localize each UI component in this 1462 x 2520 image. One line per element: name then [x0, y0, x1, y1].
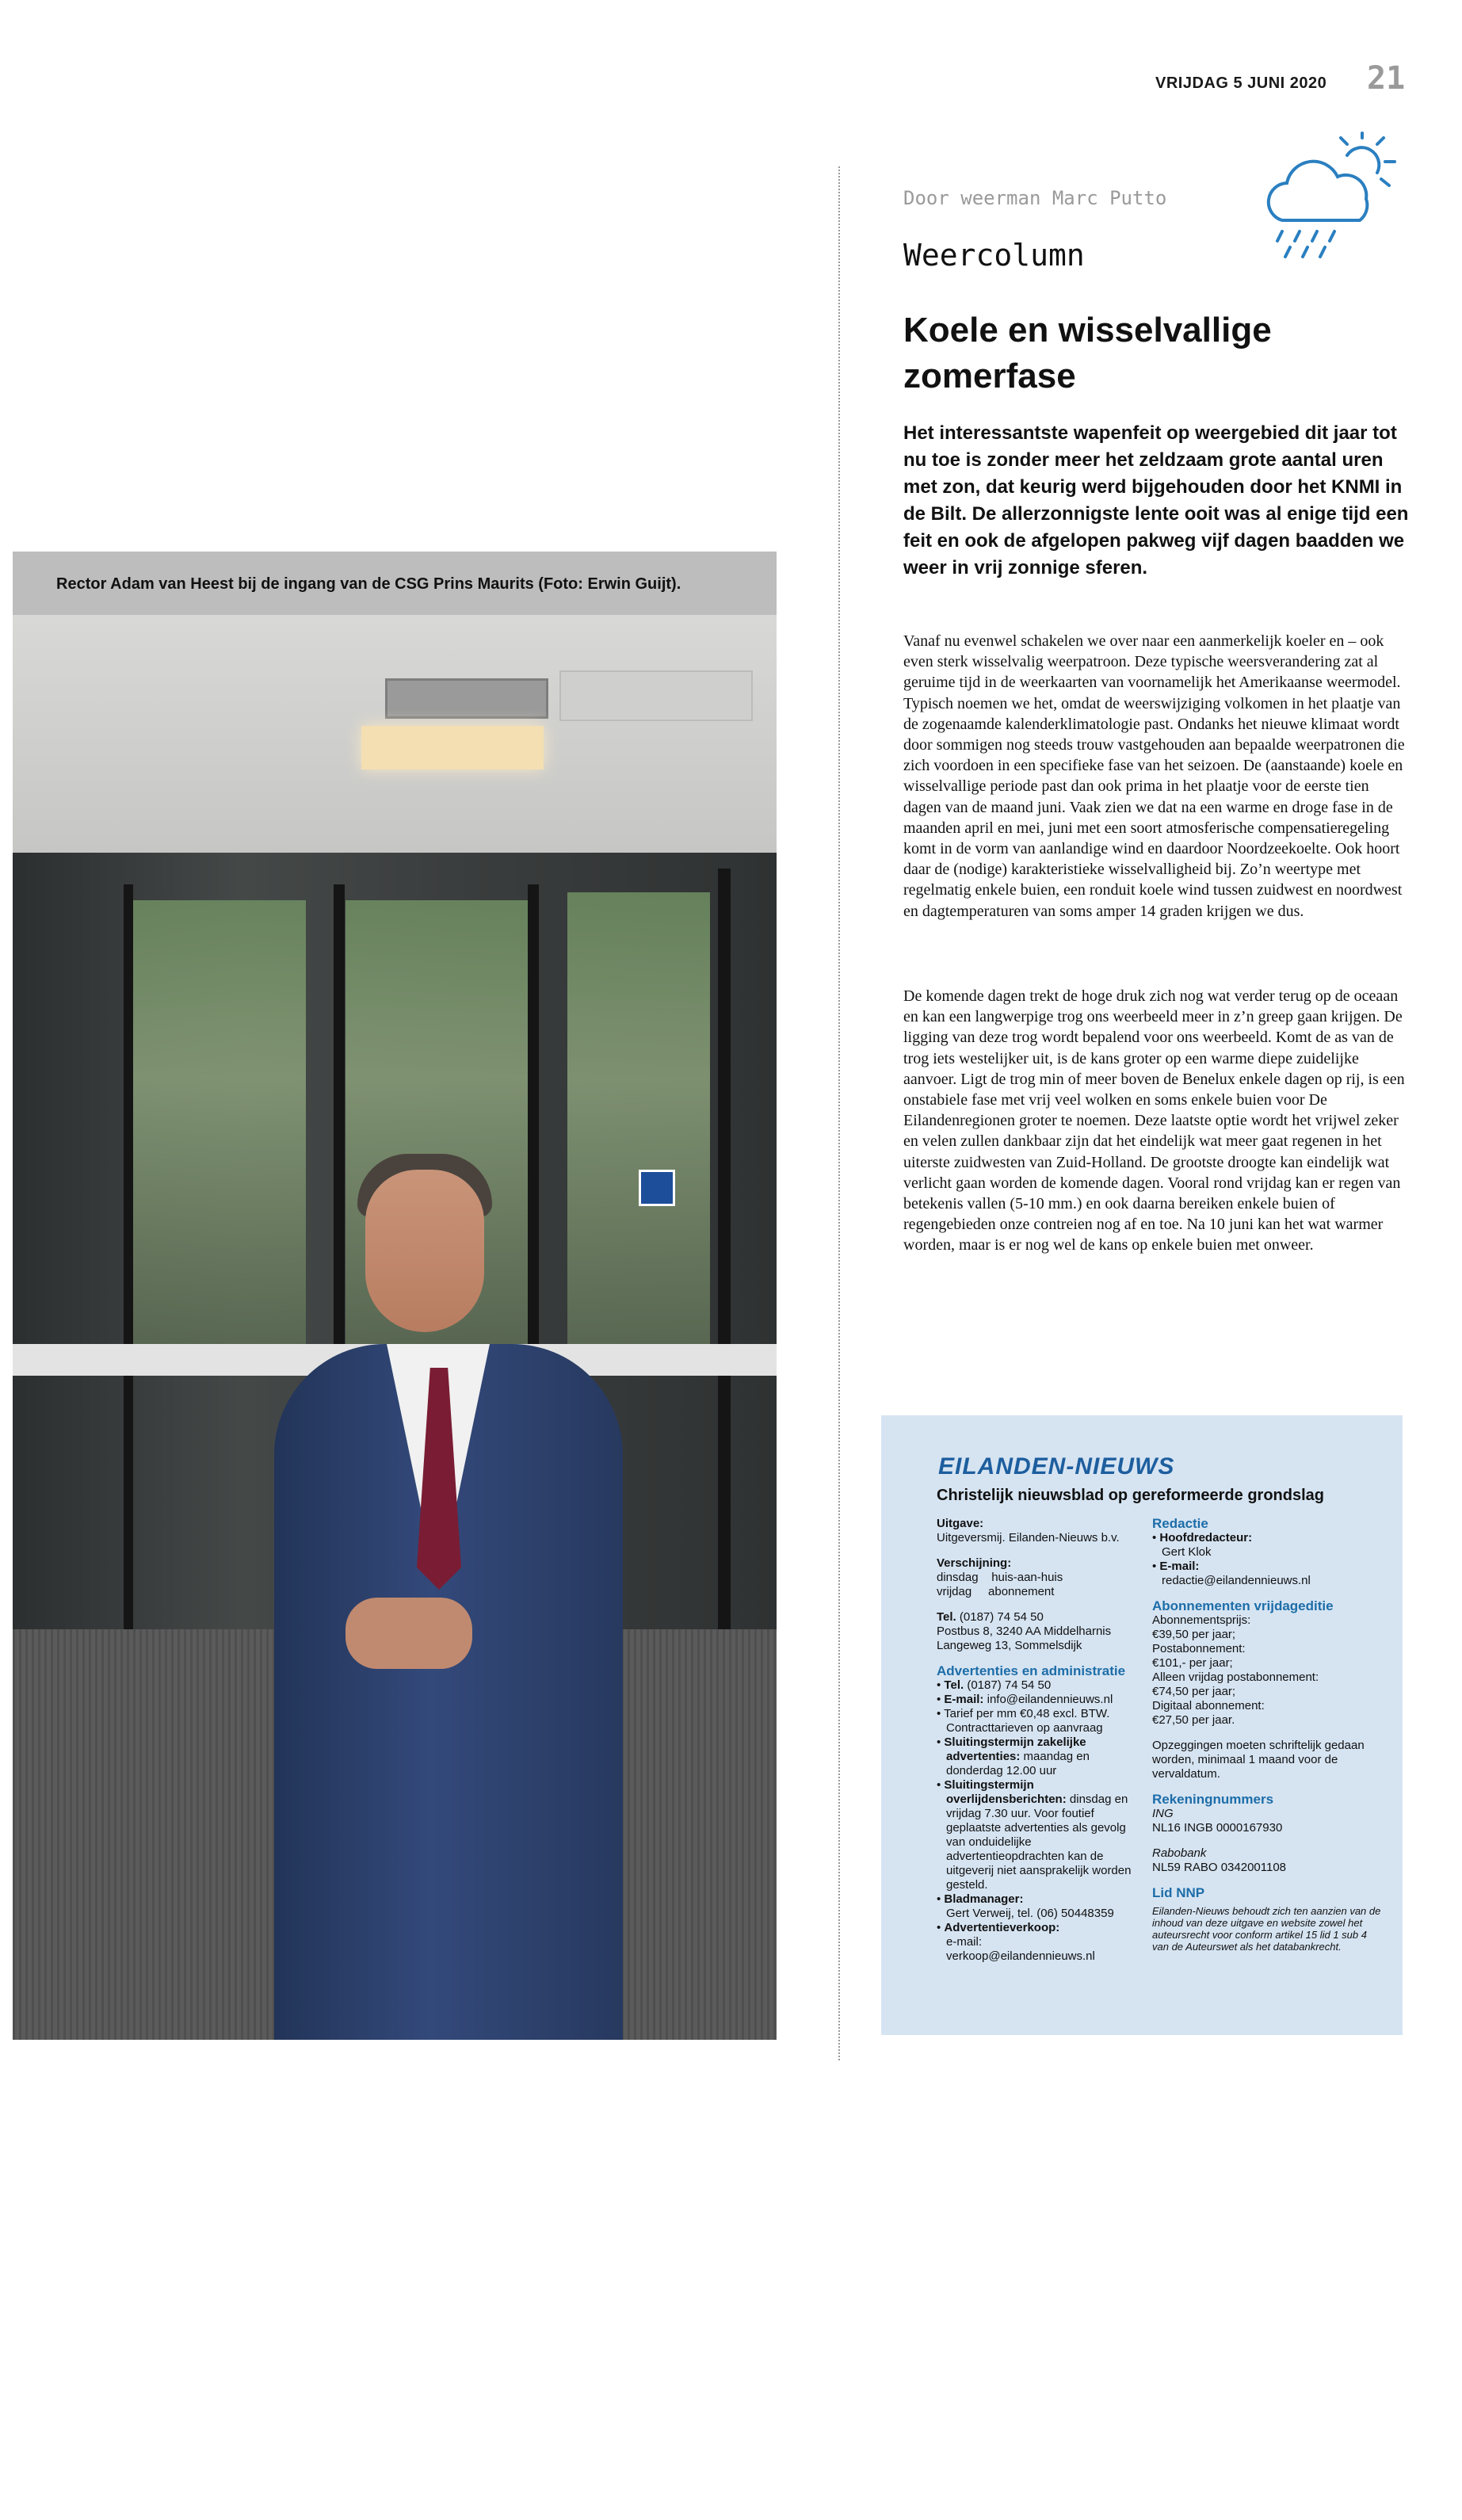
- verschijning-label: Verschijning:: [937, 1556, 1012, 1570]
- bank-account: NL59 RABO 0342001108: [1152, 1861, 1287, 1874]
- section-title: Weercolumn: [903, 238, 1085, 273]
- door-frame: [124, 884, 133, 1629]
- editor-name: Gert Klok: [1162, 1545, 1212, 1559]
- colophon-right-column: Redactie • Hoofdredacteur: Gert Klok • E-mail: redactie@eilandennieuws.nl Abonnementen vrijdageditie Abonnementsprijs: €39,50 per jaar; Postabonnement: €101,- per jaar; Alleen vrijdag postabonnement: €74,50 per jaar; Digitaal abonnement: €27,50 per jaar. Opzeggingen moeten schriftelijk gedaan worden, minimaal 1 maand voor de vervaldatum. Rekeningnummers ING NL16 INGB 0000167930 Rabobank NL59 RABO 0342001108 Lid NNP Eilanden-Nieuws behoudt zich ten aanzien van de inhoud van deze uitgave en website zowel het auteursrecht voor conform artikel 15 lid 1 sub 4 van de Auteurswet als het databankrecht.: [1152, 1516, 1381, 1953]
- uitgave-value: Uitgeversmij. Eilanden-Nieuws b.v.: [937, 1531, 1120, 1544]
- newspaper-tagline: Christelijk nieuwsblad op gereformeerde grondslag: [937, 1487, 1324, 1504]
- person-head: [365, 1170, 484, 1332]
- pull-quote-line: oude normaal: [415, 2469, 704, 2517]
- subscription-price: €74,50 per jaar;: [1152, 1685, 1236, 1698]
- photo-caption-bar: [13, 552, 777, 615]
- subscription-label: Abonnementsprijs:: [1152, 1613, 1251, 1627]
- subscriptions-heading: Abonnementen vrijdageditie: [1152, 1598, 1334, 1613]
- adv-tariff: Tarief per mm €0,48 excl. BTW. Contracttarieven op aanvraag: [944, 1707, 1110, 1735]
- verschijning-line: vrijdag abonnement: [937, 1585, 1055, 1598]
- uitgave-label: Uitgave:: [937, 1517, 984, 1530]
- glass-door: [132, 900, 306, 1344]
- portrait-photo: [13, 552, 777, 2517]
- exit-sign: [639, 1170, 675, 1206]
- copyright-disclaimer: Eilanden-Nieuws behoudt zich ten aanzien van de inhoud van deze uitgave en website zowel het auteursrecht voor conform artikel 15 lid 1 sub 4 van de Auteurswet als het databankrecht.: [1152, 1905, 1381, 1953]
- subscription-price: €39,50 per jaar;: [1152, 1628, 1236, 1641]
- adv-email-link[interactable]: info@eilandennieuws.nl: [987, 1693, 1113, 1706]
- bladmanager-label: Bladmanager:: [944, 1892, 1024, 1906]
- quote-mark-icon: ”: [528, 2225, 578, 2327]
- adv-sales-email-link[interactable]: verkoop@eilandennieuws.nl: [946, 1949, 1095, 1963]
- subscription-label: Alleen vrijdag postabonnement:: [1152, 1670, 1319, 1684]
- bank-account: NL16 INGB 0000167930: [1152, 1821, 1283, 1835]
- adv-sales-email-label: e-mail:: [946, 1935, 983, 1949]
- tel-value: (0187) 74 54 50: [959, 1610, 1044, 1624]
- cloud-sun-rain-icon: [1258, 133, 1401, 268]
- colophon-left-column: Uitgave: Uitgeversmij. Eilanden-Nieuws b.v. Verschijning: dinsdag huis-aan-huis vrijdag abonnement Tel. (0187) 74 54 50 Postbus 8, 3240 AA Middelharnis Langeweg 13, Sommelsdijk Advertenties en administratie • Tel. (0187) 74 54 50 • E-mail: info@eilandennieuws.nl • Tarief per mm €0,48 excl. BTW. Contracttarieven op aanvraag • Sluitingstermijn zakelijke advertenties: maandag en donderdag 12.00 uur • Sluitingstermijn overlijdensberichten: dinsdag en vrijdag 7.30 uur. Voor foutief geplaatste advertenties als gevolg van onduidelijke advertentieopdrachten kan de uitgeverij niet aansprakelijk worden gesteld. • Bladmanager: Gert Verweij, tel. (06) 50448359 • Advertentieverkoop: e-mail: verkoop@eilandennieuws.nl: [937, 1517, 1135, 1964]
- pull-quote-line: snel mogelijk: [421, 2362, 698, 2409]
- door-frame: [718, 869, 731, 1629]
- bank-accounts-heading: Rekeningnummers: [1152, 1792, 1274, 1807]
- article-paragraph: De komende dagen trekt de hoge druk zich nog wat verder terug op de oceaan en kan een langwerpige trog ons weerbeeld meer in z’n greep gaan krijgen. De ligging van deze trog wordt bepalend voor ons weerbeeld. Komt de as van de trog iets westelijker uit, is de kans groter op een warme diepe zuidelijke aanvoer. Ligt de trog min of meer boven de Benelux enkele dagen op rij, is een onstabiele fase met vrij veel wolken en soms enkele buien voor De Eilandenregionen groter te noemen. Deze laatste optie wordt het vrijwel zeker en velen zullen dankbaar zijn dat het eindelijk wat meer gaat regenen in het uiterste zuidwesten van Zuid-Holland. De grootste droogte kan eindelijk wat verlicht gaan worden de komende dagen. Vooral rond vrijdag kan er regen van betekenis vallen (5-10 mm.) en ook daarna bereiken enkele buien of regengebieden onze contreien nog af en toe. Na 10 juni kan het wat warmer worden, maar is er nog wel de kans op enkele buien met onweer.: [903, 987, 1405, 1254]
- bank-name: ING: [1152, 1807, 1174, 1820]
- editorial-heading: Redactie: [1152, 1516, 1208, 1531]
- membership-heading: Lid NNP: [1152, 1885, 1205, 1900]
- adv-tel-label: Tel.: [944, 1678, 964, 1692]
- advertising-heading: Advertenties en administratie: [937, 1663, 1126, 1678]
- postbus: Postbus 8, 3240 AA Middelharnis: [937, 1625, 1112, 1638]
- page-number: 21: [1367, 60, 1406, 97]
- photo-caption: Rector Adam van Heest bij de ingang van de CSG Prins Maurits (Foto: Erwin Guijt).: [56, 575, 681, 593]
- deadline-business-label: Sluitingstermijn zakelijke advertenties:: [944, 1735, 1086, 1763]
- verschijning-line: dinsdag huis-aan-huis: [937, 1571, 1063, 1584]
- subscription-label: Postabonnement:: [1152, 1642, 1246, 1655]
- bladmanager: Gert Verweij, tel. (06) 50448359: [946, 1907, 1114, 1920]
- byline: Door weerman Marc Putto: [903, 187, 1167, 209]
- pull-quote: [385, 2304, 734, 2520]
- pull-quote-line: terug naar: [448, 2415, 671, 2463]
- deadline-obituary-label: Sluitingstermijn overlijdensberichten:: [944, 1778, 1067, 1806]
- person-hands: [345, 1598, 472, 1669]
- ceiling-vent: [385, 678, 548, 719]
- tel-label: Tel.: [937, 1610, 956, 1624]
- article-lead: Het interessantste wapenfeit op weergebied dit jaar tot nu toe is zonder meer het zeldzaam grote aantal uren met zon, dat keurig werd bijgehouden door het KNMI in de Bilt. De allerzonnigste lente ooit was al enige tijd een feit en ook de afgelopen pakweg vijf dagen baadden we weer in vrij zonnige sferen.: [903, 422, 1409, 578]
- deadline-obituary: dinsdag en vrijdag 7.30 uur. Voor foutief geplaatste advertenties als gevolg van onduidelijke advertentieopdrachten kan de uitgeverij niet aansprakelijk worden gesteld.: [946, 1793, 1132, 1892]
- ceiling-tile: [559, 670, 753, 721]
- editorial-email-link[interactable]: redactie@eilandennieuws.nl: [1162, 1574, 1311, 1587]
- issue-date: VRIJDAG 5 JUNI 2020: [1155, 74, 1327, 92]
- adv-email-label: E-mail:: [944, 1693, 984, 1706]
- deadline-business: maandag en donderdag 12.00 uur: [946, 1750, 1090, 1777]
- subscription-price: €101,- per jaar;: [1152, 1656, 1233, 1670]
- ceiling-light: [361, 726, 544, 769]
- address: Langeweg 13, Sommelsdijk: [937, 1639, 1082, 1652]
- subscription-label: Digitaal abonnement:: [1152, 1699, 1265, 1712]
- bank-name: Rabobank: [1152, 1846, 1207, 1860]
- subscription-price: €27,50 per jaar.: [1152, 1713, 1235, 1727]
- newspaper-logo: EILANDEN-NIEUWS: [938, 1453, 1175, 1480]
- pull-quote-line: We willen zo: [428, 2308, 691, 2355]
- cancellation-notice: Opzeggingen moeten schriftelijk gedaan worden, minimaal 1 maand voor de vervaldatum.: [1152, 1739, 1365, 1781]
- adv-sales-label: Advertentieverkoop:: [944, 1921, 1060, 1934]
- colophon-box: [881, 1415, 1403, 2035]
- editorial-email-label: E-mail:: [1159, 1560, 1200, 1573]
- editor-label: Hoofdredacteur:: [1159, 1531, 1253, 1544]
- article-paragraph: Vanaf nu evenwel schakelen we over naar een aanmerkelijk koeler en – ook even sterk wisselvalig weerpatroon. Deze typische weersverandering zat al geruime tijd in de weerkaarten van voornamelijk het Amerikaanse weermodel. Typisch noemen we het, omdat de weerswijziging volkomen in het plaatje van de zogenaamde kalenderklimatologie past. Ondanks het nieuwe klimaat wordt door sommigen nog steeds trouw vastgehouden aan bepaalde weerpatronen die zich voordoen in een specifieke fase van het seizoen. De (aanstaande) koele en wisselvallige periode past dan ook prima in het plaatje voor de eerste tien dagen van de maand juni. Vaak zien we dat na een warme en droge fase in de maanden april en mei, juni met een soort atmosferische compensatieregeling komt in de vorm van aanlandige wind en daardoor Noordzeekoelte. Ook hoort daar de (nodige) karakteristieke wisselvalligheid bij. Zo’n weertype met regelmatig enkele buien, een ronduit koele wind tussen zuidwest en noordwest en dagtemperaturen van soms amper 14 graden krijgen we dus.: [903, 632, 1405, 920]
- column-divider: [838, 166, 840, 2060]
- article-headline: Koele en wisselvallige zomerfase: [903, 311, 1272, 395]
- adv-tel: (0187) 74 54 50: [967, 1678, 1052, 1692]
- glass-door: [567, 892, 710, 1360]
